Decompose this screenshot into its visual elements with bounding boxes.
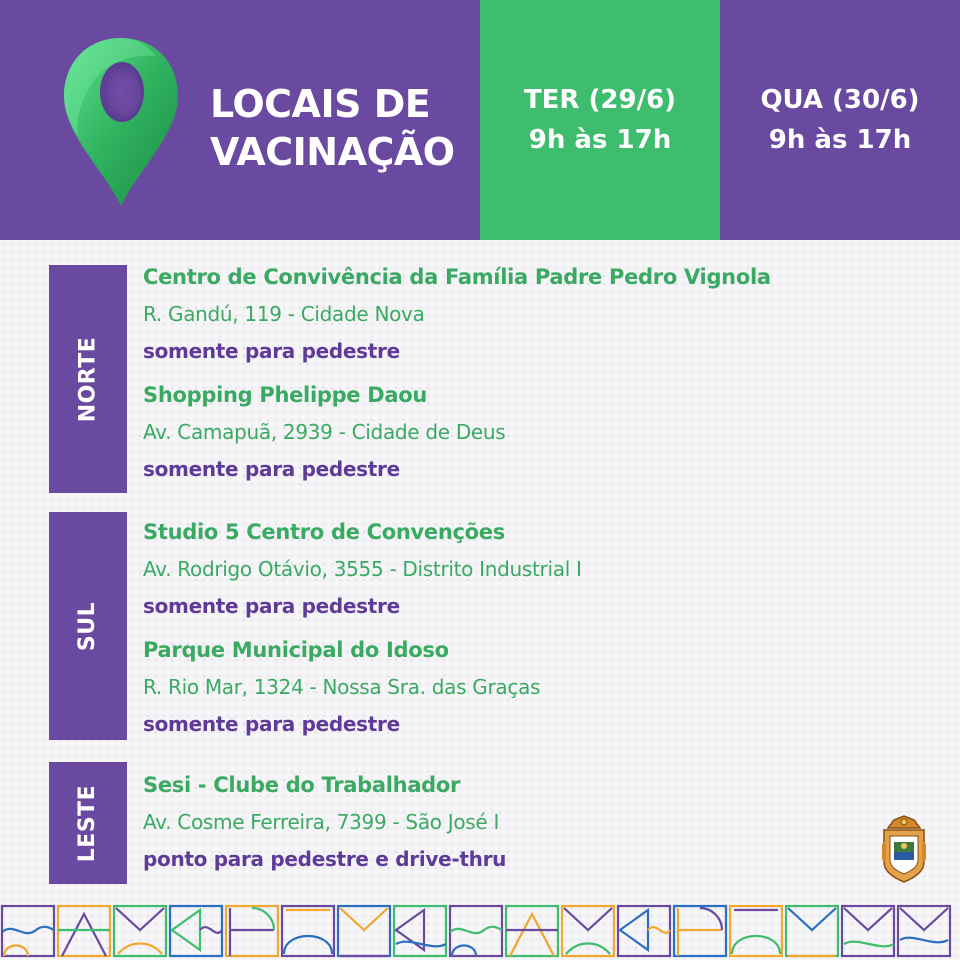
site-address: Av. Rodrigo Otávio, 3555 - Distrito Industrial I — [143, 557, 582, 581]
day-schedule-wednesday — [720, 0, 960, 240]
region-tab-leste — [49, 762, 127, 884]
site-address: R. Gandú, 119 - Cidade Nova — [143, 302, 425, 326]
title-line-2: VACINAÇÃO — [210, 130, 455, 174]
site-name: Centro de Convivência da Família Padre Pedro Vignola — [143, 265, 771, 289]
day-schedule-tuesday — [480, 0, 720, 240]
site-item — [143, 514, 582, 625]
site-item — [143, 377, 771, 488]
site-note: somente para pedestre — [143, 339, 400, 363]
decorative-border-pattern — [0, 900, 960, 960]
region-leste-sites — [143, 767, 506, 885]
region-label: LESTE — [75, 784, 101, 862]
day-label: TER (29/6) — [523, 85, 677, 115]
site-name: Parque Municipal do Idoso — [143, 638, 449, 662]
site-note: somente para pedestre — [143, 594, 400, 618]
site-address: R. Rio Mar, 1324 - Nossa Sra. das Graças — [143, 675, 541, 699]
day-hours: 9h às 17h — [528, 125, 672, 155]
region-sul-sites — [143, 514, 582, 750]
site-note: somente para pedestre — [143, 712, 400, 736]
site-address: Av. Cosme Ferreira, 7399 - São José I — [143, 810, 500, 834]
site-item — [143, 259, 771, 370]
site-name: Shopping Phelippe Daou — [143, 383, 428, 407]
day-label: QUA (30/6) — [760, 85, 920, 115]
region-label: SUL — [75, 601, 101, 651]
site-address: Av. Camapuã, 2939 - Cidade de Deus — [143, 420, 506, 444]
site-item — [143, 767, 506, 878]
title-line-1: LOCAIS DE — [210, 82, 431, 126]
page-title — [210, 80, 455, 176]
region-label: NORTE — [75, 336, 101, 422]
header-banner — [0, 0, 960, 240]
region-norte-sites — [143, 259, 771, 495]
site-name: Studio 5 Centro de Convenções — [143, 520, 505, 544]
site-name: Sesi - Clube do Trabalhador — [143, 773, 461, 797]
city-crest-icon — [880, 814, 928, 884]
map-pin-icon — [56, 30, 186, 210]
site-note: somente para pedestre — [143, 457, 400, 481]
day-hours: 9h às 17h — [768, 125, 912, 155]
region-tab-norte — [49, 265, 127, 493]
region-tab-sul — [49, 512, 127, 740]
site-note: ponto para pedestre e drive-thru — [143, 847, 507, 871]
site-item — [143, 632, 582, 743]
